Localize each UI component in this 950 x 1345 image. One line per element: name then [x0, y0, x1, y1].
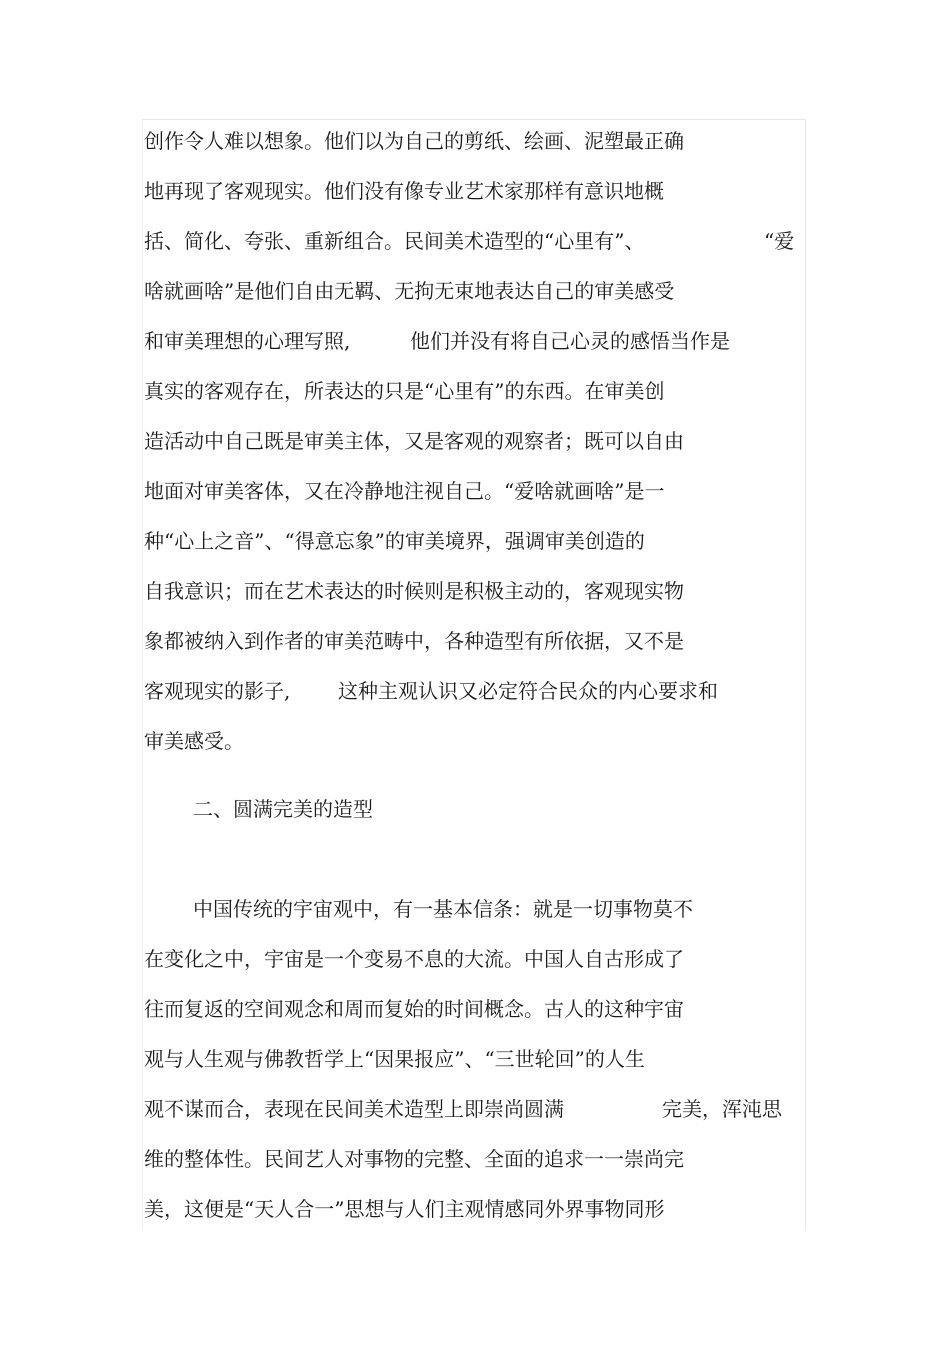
- text-line: 造活动中自己既是审美主体，又是客观的观察者；既可以自由: [144, 429, 684, 453]
- text-line-fragment: 完美，浑沌思: [662, 1097, 782, 1121]
- text-line-fragment: 这种主观认识又必定符合民众的内心要求和: [338, 679, 718, 703]
- text-line-fragment: “爱: [764, 229, 795, 253]
- text-line: 啥就画啥”是他们自由无羁、无拘无束地表达自己的审美感受: [144, 279, 675, 303]
- text-line: 观与人生观与佛教哲学上“因果报应”、“三世轮回”的人生: [144, 1047, 645, 1071]
- text-line: 在变化之中，宇宙是一个变易不息的大流。中国人自古形成了: [144, 947, 684, 971]
- text-line: 括、简化、夸张、重新组合。民间美术造型的“心里有”、: [144, 229, 645, 253]
- text-line: 客观现实的影子,: [144, 679, 291, 703]
- text-line: 自我意识；而在艺术表达的时候则是积极主动的，客观现实物: [144, 579, 684, 603]
- text-line-fragment: 他们并没有将自己心灵的感悟当作是: [410, 329, 730, 353]
- text-line: 和审美理想的心理写照,: [144, 329, 351, 353]
- text-line: 审美感受。: [144, 729, 244, 753]
- text-line: 观不谋而合，表现在民间美术造型上即崇尚圆满: [144, 1097, 564, 1121]
- text-line: 地面对审美客体，又在冷静地注视自己。“爱啥就画啥”是一: [144, 479, 665, 503]
- text-line: 真实的客观存在，所表达的只是“心里有”的东西。在审美创: [144, 379, 665, 403]
- text-line: 往而复返的空间观念和周而复始的时间概念。古人的这种宇宙: [144, 997, 684, 1021]
- text-line: 中国传统的宇宙观中，有一基本信条：就是一切事物莫不: [193, 897, 693, 921]
- text-line: 地再现了客观现实。他们没有像专业艺术家那样有意识地概: [144, 179, 664, 203]
- text-line: 维的整体性。民间艺人对事物的完整、全面的追求一一崇尚完: [144, 1147, 684, 1171]
- text-line: 种“心上之音”、“得意忘象”的审美境界，强调审美创造的: [144, 529, 645, 553]
- text-line: 创作令人难以想象。他们以为自己的剪纸、绘画、泥塑最正确: [144, 129, 684, 153]
- text-line: 象都被纳入到作者的审美范畴中，各种造型有所依据，又不是: [144, 629, 684, 653]
- text-line: 美，这便是“天人合一”思想与人们主观情感同外界事物同形: [144, 1197, 665, 1221]
- section-heading: 二、圆满完美的造型: [193, 797, 373, 821]
